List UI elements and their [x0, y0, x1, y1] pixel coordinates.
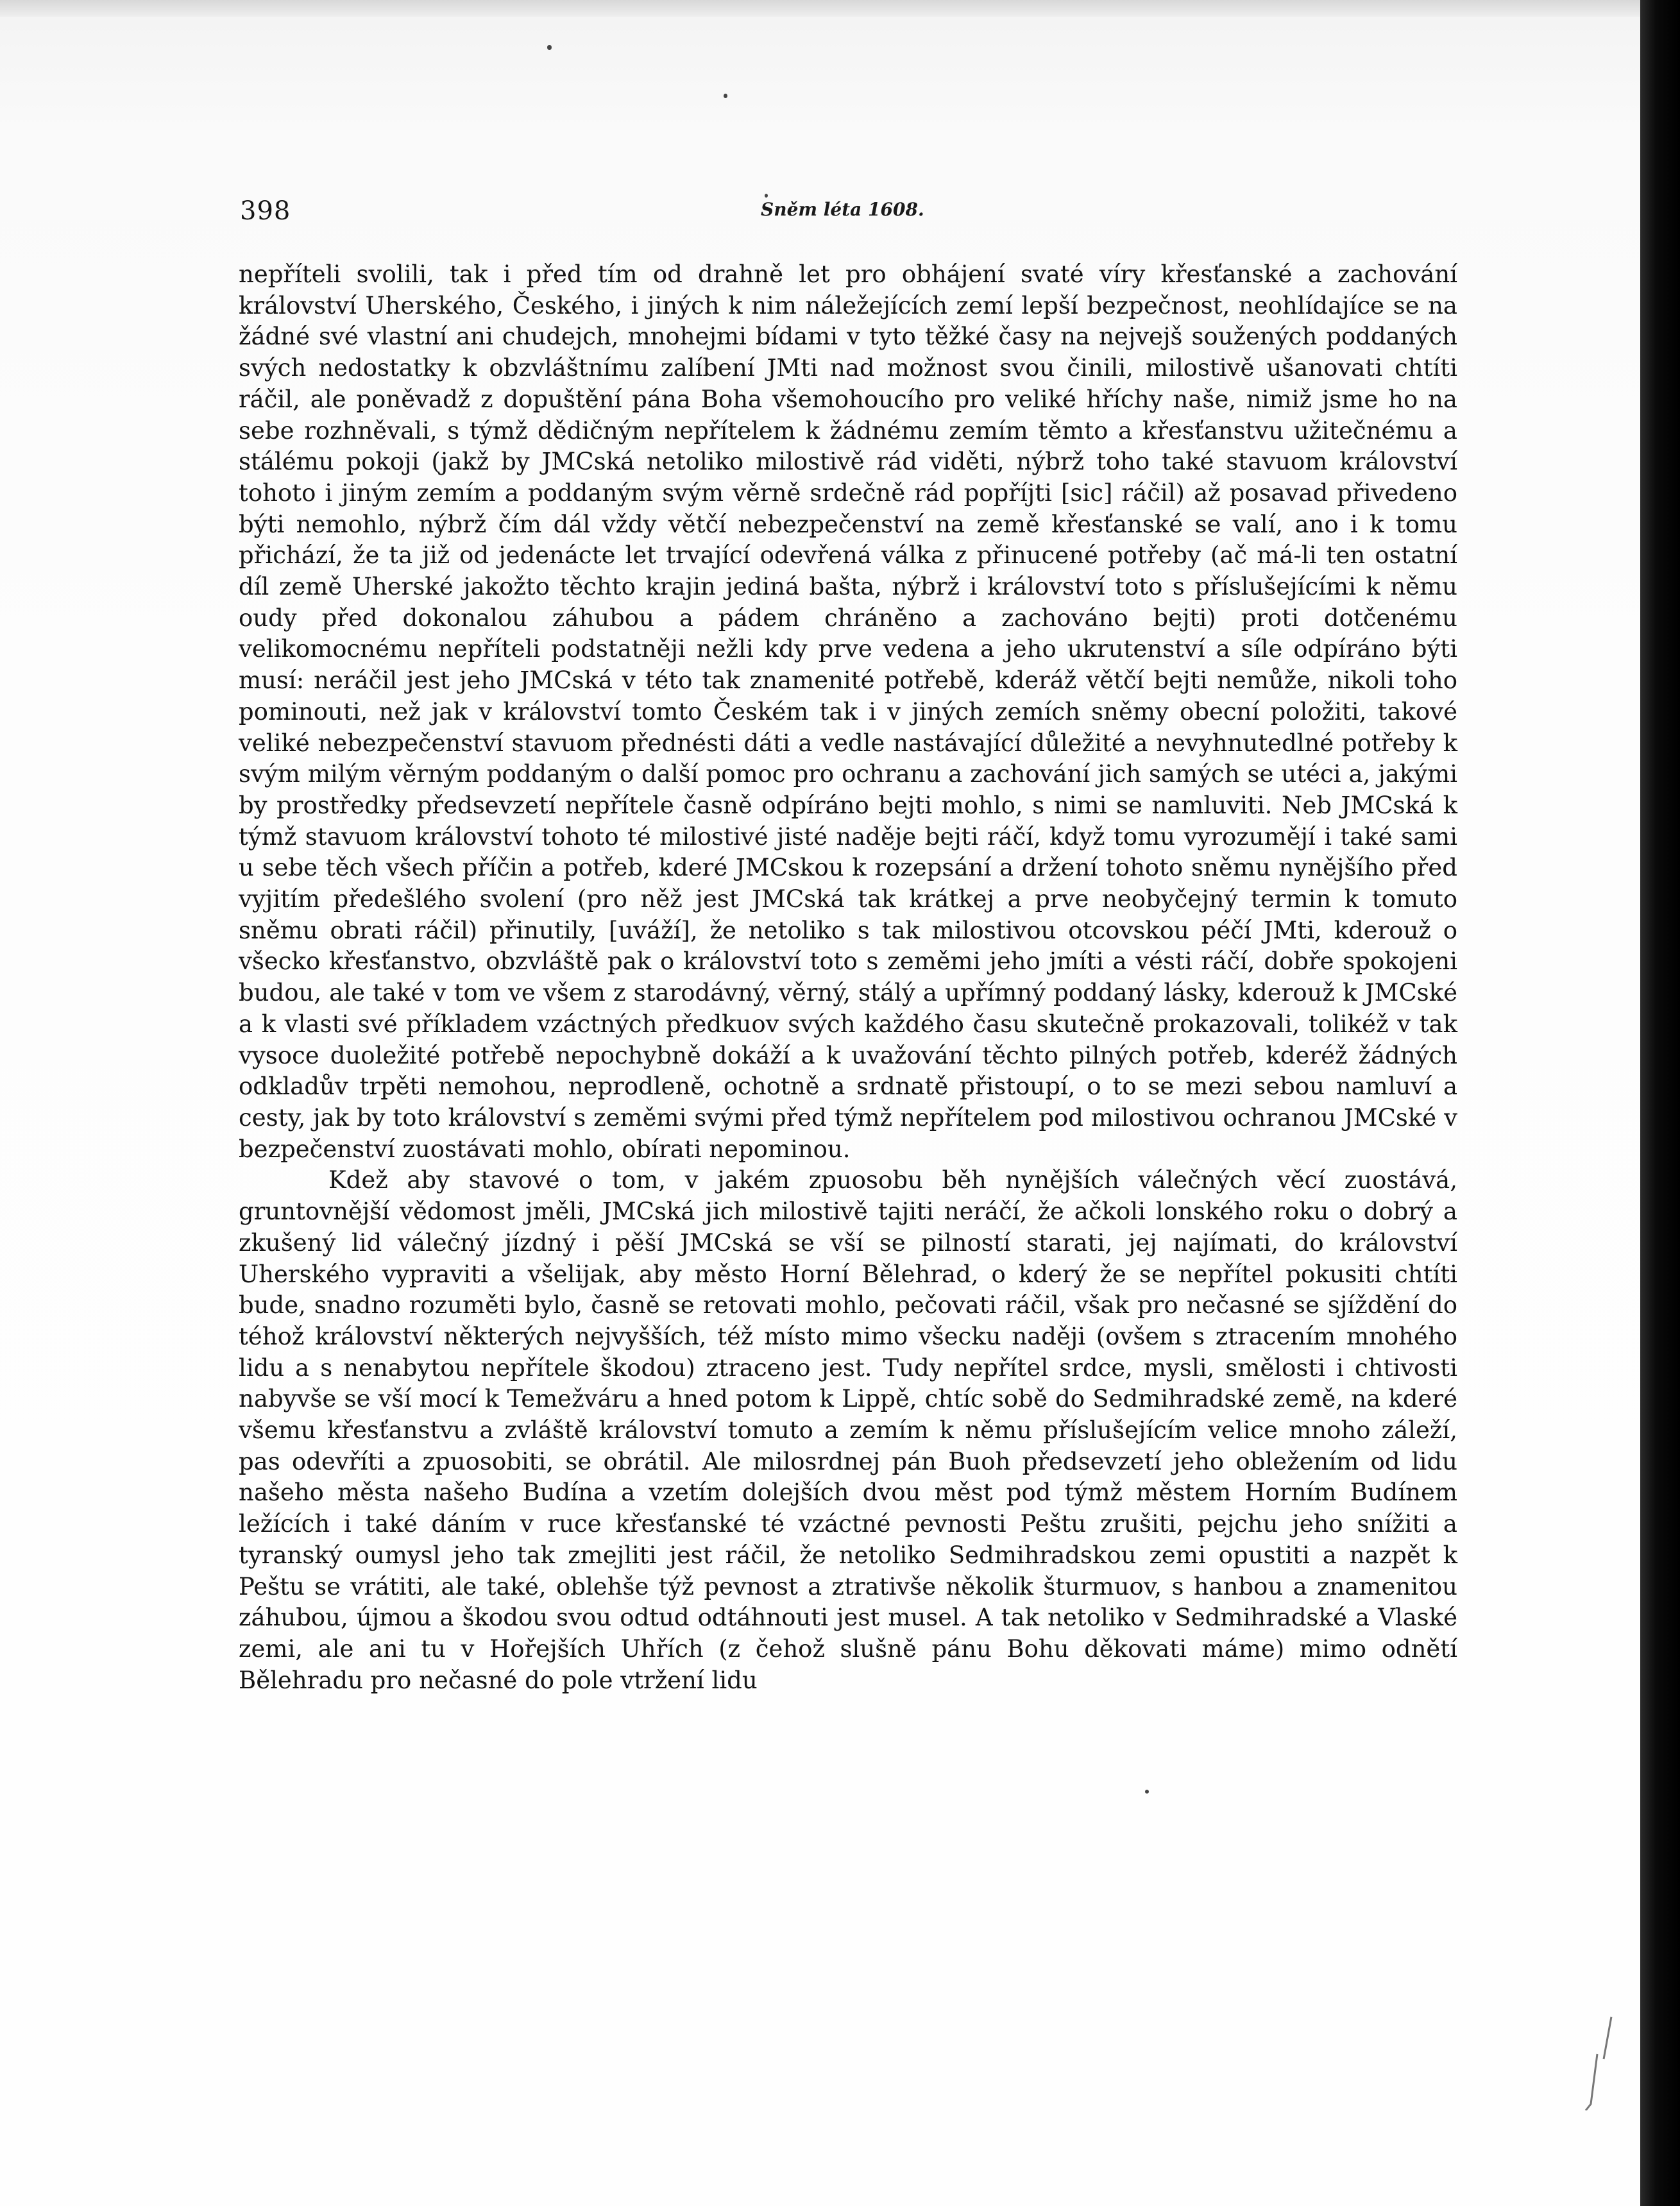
- paragraph: Kdež aby stavové o tom, v jakém zpuosobu běh nynějších válečných věcí zuostává, gruntovnější vědomost jměli, JMCská jich milostivě tajiti neráčí, že ačkoli lonského roku o dobrý a zkušený lid válečný jízdný i pěší JMCská se vší se pilností starati, jej najímati, do království Uherského vypraviti a všelijak, aby město Horní Bělehrad, o kderý že se nepřítel pokusiti chtíti bude, snadno rozuměti bylo, časně se retovati mohlo, pečovati ráčil, však pro nečasné se sjíždění do téhož království některých nejvyšších, též místo mimo všecku naději (ovšem s ztracením mnohého lidu a s nenabytou nepřítele škodou) ztraceno jest. Tudy nepřítel srdce, mysli, smělosti i chtivosti nabyvše se vší mocí k Temežváru a hned potom k Lippě, chtíc sobě do Sedmihradské země, na kderé všemu křesťanstvu a zvláště království tomuto a zemím k němu příslušejícím velice mnoho záleží, pas odevříti a zpuosobiti, se obrátil. Ale milosrdnej pán Buoh předsevzetí jeho obležením od lidu našeho města našeho Budína a vzetím dolejších dvou měst pod týmž městem Horním Budínem ležících i také dáním v ruce křesťanské té vzáctné pevnosti Peštu zrušiti, pejchu jeho snížiti a tyranský oumysl jeho tak zmejliti jest ráčil, že netoliko Sedmihradskou zemi opustiti a nazpět k Peštu se vrátiti, ale také, oblehše týž pevnost a ztrativše několik šturmuov, s hanbou a znamenitou záhubou, újmou a škodou svou odtud odtáhnouti jest musel. A tak netoliko v Sedmihradské a Vlaské zemi, ale ani tu v Hořejších Uhřích (z čehož slušně pánu Bohu děkovati máme) mimo odnětí Bělehradu pro nečasné do pole vtržení lidu: [239, 1166, 1457, 1694]
- scan-top-shadow: [0, 0, 1640, 17]
- ink-speck: [1145, 1790, 1149, 1794]
- scan-right-edge: [1640, 0, 1680, 2206]
- page-header: [240, 196, 1548, 235]
- ink-speck: [724, 94, 727, 98]
- running-head: Sněm léta 1608.: [761, 199, 924, 220]
- paragraph: nepříteli svolili, tak i před tím od drahně let pro obhájení svaté víry křesťanské a zachování království Uherského, Českého, i jiných k nim náležejících zemí lepší bezpečnost, neohlídajíce se na žádné své vlastní ani chudejch, mnohejmi bídami v tyto těžké časy na nejvejš soužených poddaných svých nedostatky k obzvláštnímu zalíbení JMti nad možnost svou činili, milostivě ušanovati chtíti ráčil, ale poněvadž z dopuštění pána Boha všemohoucího pro veliké hříchy naše, nimiž jsme ho na sebe rozhněvali, s týmž dědičným nepřítelem k žádnému zemím těmto a křesťanstvu užitečnému a stálému pokoji (jakž by JMCská netoliko milostivě rád viděti, nýbrž toho také stavuom království tohoto i jiným zemím a poddaným svým věrně srdečně rád popříjti [sic] ráčil) až posavad přivedeno býti nemohlo, nýbrž čím dál vždy větčí nebezpečenství na země křesťanské se valí, ano i k tomu přichází, že ta již od jedenácte let trvající odevřená válka z přinucené potřeby (ač má-li ten ostatní díl země Uherské jakožto těchto krajin jediná bašta, nýbrž i království toto s příslušejícími k němu oudy před dokonalou záhubou a pádem chráněno a zachováno bejti) proti dotčenému velikomocnému nepříteli podstatněji nežli kdy prve vedena a jeho ukrutenství a síle odpíráno býti musí: neráčil jest jeho JMCská v této tak znamenité potřebě, kderáž větčí bejti nemůže, nikoli toho pominouti, než jak v království tomto Českém tak i v jiných zemích sněmy obecní položiti, takové veliké nebezpečenství stavuom přednésti dáti a vedle nastávající důležité a nevyhnutedlné potřeby k svým milým věrným poddaným o další pomoc pro ochranu a zachování jich samých se utéci a, jakými by prostředky předsevzetí nepřítele časně odpíráno bejti mohlo, s nimi se namluviti. Neb JMCská k týmž stavuom království tohoto té milostivé jisté naděje bejti ráčí, když tomu vyrozumějí i také sami u sebe těch všech příčin a potřeb, kderé JMCskou k rozepsání a držení tohoto sněmu nynějšího před vyjitím předešlého svolení (pro něž jest JMCská tak krátkej a prve neobyčejný termin k tomuto sněmu obrati ráčil) přinutily, [uváží], že netoliko s tak milostivou otcovskou péčí JMti, kderouž o všecko křesťanstvo, obzvláště pak o království toto s zeměmi jeho jmíti a vésti ráčí, dobře spokojeni budou, ale také v tom ve všem z starodávný, věrný, stálý a upřímný poddaný lásky, kderouž k JMCské a k vlasti své příkladem vzáctných předkuov svých každého času skutečně prokazovali, tolikéž v tak vysoce duoležité potřebě nepochybně dokáží a k uvažování těchto pilných potřeb, kderéž žádných odkladův trpěti nemohou, neprodleně, ochotně a srdnatě přistoupí, o to se mezi sebou namluví a cesty, jak by toto království s zeměmi svými před týmž nepřítelem pod milostivou ochranou JMCské v bezpečenství zuostávati mohlo, obírati nepominou.: [239, 260, 1457, 1163]
- pencil-mark-icon: [1578, 2014, 1623, 2110]
- ink-speck: [547, 45, 552, 50]
- body-text: [239, 259, 1457, 1696]
- page-number: 398: [240, 196, 291, 226]
